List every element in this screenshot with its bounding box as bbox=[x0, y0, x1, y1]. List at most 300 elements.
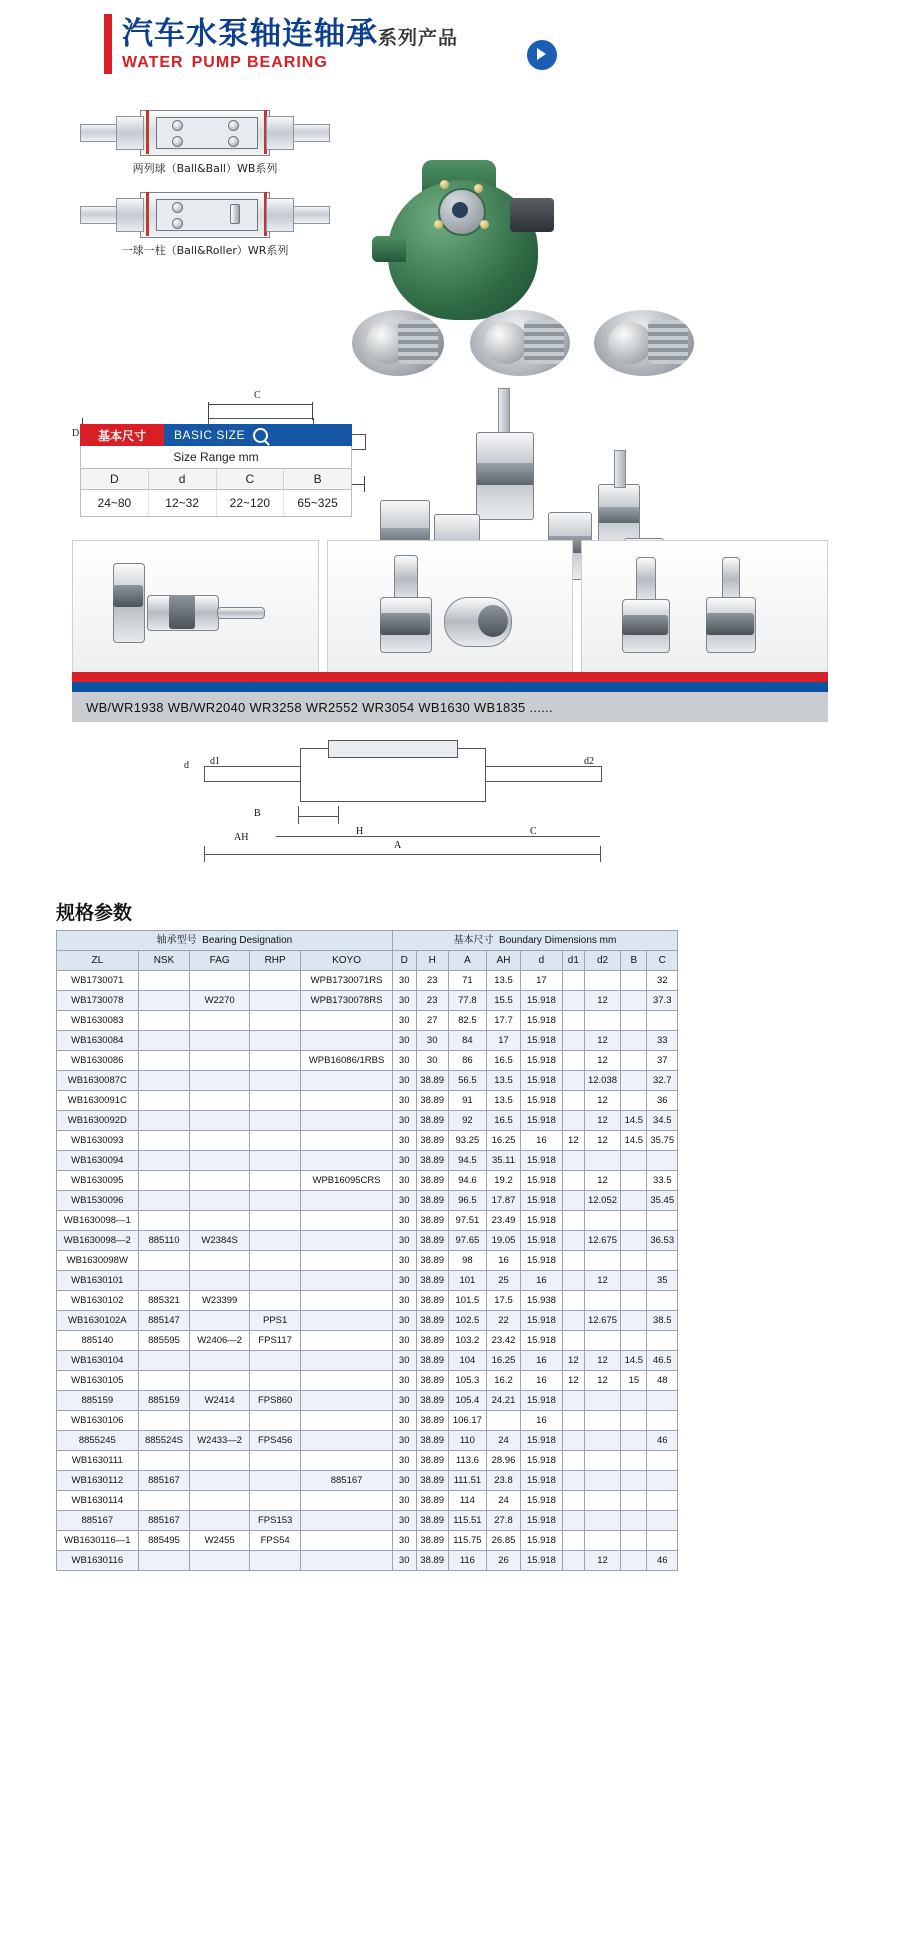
spec-cell-koyo bbox=[301, 1331, 392, 1351]
spec-cell-rhp bbox=[249, 971, 300, 991]
spec-cell-d1 bbox=[562, 1491, 584, 1511]
basic-val-d: 12~32 bbox=[149, 490, 217, 516]
spec-cell-d1: 12 bbox=[562, 1131, 584, 1151]
spec-cell-d: 15.918 bbox=[521, 991, 563, 1011]
spec-cell-d1 bbox=[562, 971, 584, 991]
spec-cell-c bbox=[647, 1531, 678, 1551]
spec-cell-a: 101.5 bbox=[448, 1291, 486, 1311]
spec-cell-h: 30 bbox=[416, 1031, 448, 1051]
spec-cell-d1 bbox=[562, 1331, 584, 1351]
spec-cell-rhp bbox=[249, 1031, 300, 1051]
spec-cell-fag bbox=[190, 1151, 250, 1171]
ball-ball-schematic bbox=[80, 104, 330, 160]
spec-cell-rhp bbox=[249, 1111, 300, 1131]
table-row bbox=[57, 1031, 678, 1051]
spec-cell-koyo bbox=[301, 1291, 392, 1311]
spec-cell-nsk bbox=[138, 1451, 190, 1471]
spec-cell-nsk bbox=[138, 1171, 190, 1191]
spec-cell-d1 bbox=[562, 1031, 584, 1051]
spec-cell-rhp bbox=[249, 1131, 300, 1151]
spec-cell-a: 104 bbox=[448, 1351, 486, 1371]
spec-cell-d2: 12 bbox=[584, 1031, 620, 1051]
spec-cell-ah: 13.5 bbox=[486, 1071, 520, 1091]
photo-panel-1 bbox=[72, 540, 319, 680]
spec-cell-a: 101 bbox=[448, 1271, 486, 1291]
spec-table-body bbox=[57, 971, 678, 1571]
table-row bbox=[57, 1111, 678, 1131]
spec-cell-d2: 12 bbox=[584, 1091, 620, 1111]
spec-cell-b bbox=[621, 1171, 647, 1191]
spec-cell-nsk: 885159 bbox=[138, 1391, 190, 1411]
spec-cell-fag bbox=[190, 1471, 250, 1491]
pump-thumbnail-1 bbox=[352, 310, 444, 376]
spec-cell-d: 16 bbox=[521, 1131, 563, 1151]
spec-cell-h: 38.89 bbox=[416, 1271, 448, 1291]
spec-cell-zl: WB1630093 bbox=[57, 1131, 139, 1151]
spec-cell-d: 15.918 bbox=[521, 1231, 563, 1251]
spec-cell-h: 38.89 bbox=[416, 1411, 448, 1431]
spec-cell-d2 bbox=[584, 1451, 620, 1471]
spec-cell-a: 102.5 bbox=[448, 1311, 486, 1331]
spec-cell-ah: 35.11 bbox=[486, 1151, 520, 1171]
spec-cell-zl: WB1630105 bbox=[57, 1371, 139, 1391]
spec-cell-ah: 19.05 bbox=[486, 1231, 520, 1251]
spec-cell-koyo: WPB1730078RS bbox=[301, 991, 392, 1011]
spec-cell-nsk bbox=[138, 991, 190, 1011]
spec-cell-d1 bbox=[562, 991, 584, 1011]
spec-cell-nsk bbox=[138, 1371, 190, 1391]
title-chinese: 汽车水泵轴连轴承 bbox=[122, 16, 378, 52]
spec-cell-koyo bbox=[301, 1371, 392, 1391]
spec-col-header-nsk: NSK bbox=[138, 951, 190, 971]
spec-cell-nsk bbox=[138, 1151, 190, 1171]
spec-cell-fag: W2433—2 bbox=[190, 1431, 250, 1451]
spec-cell-zl: WB1630116—1 bbox=[57, 1531, 139, 1551]
spec-cell-a: 111.51 bbox=[448, 1471, 486, 1491]
spec-cell-ah: 23.49 bbox=[486, 1211, 520, 1231]
spec-cell-h: 38.89 bbox=[416, 1291, 448, 1311]
dim-label-D: D bbox=[72, 428, 80, 439]
spec-cell-d2 bbox=[584, 1491, 620, 1511]
spec-cell-d2 bbox=[584, 1011, 620, 1031]
bigdim-label-C: C bbox=[530, 826, 537, 837]
spec-cell-zl: WB1630101 bbox=[57, 1271, 139, 1291]
spec-cell-b bbox=[621, 1271, 647, 1291]
spec-cell-b bbox=[621, 1471, 647, 1491]
table-row bbox=[57, 1151, 678, 1171]
spec-cell-b: 15 bbox=[621, 1371, 647, 1391]
spec-cell-fag bbox=[190, 1091, 250, 1111]
table-row bbox=[57, 1071, 678, 1091]
spec-cell-b bbox=[621, 1411, 647, 1431]
spec-cell-fag bbox=[190, 1171, 250, 1191]
spec-cell-ah: 19.2 bbox=[486, 1171, 520, 1191]
spec-col-header-koyo: KOYO bbox=[301, 951, 392, 971]
spec-cell-koyo bbox=[301, 1091, 392, 1111]
spec-cell-rhp bbox=[249, 1191, 300, 1211]
spec-cell-d: 17 bbox=[521, 971, 563, 991]
spec-cell-ah: 13.5 bbox=[486, 1091, 520, 1111]
spec-cell-b bbox=[621, 1491, 647, 1511]
spec-cell-b bbox=[621, 1151, 647, 1171]
spec-cell-h: 38.89 bbox=[416, 1431, 448, 1451]
spec-cell-b: 14.5 bbox=[621, 1351, 647, 1371]
spec-cell-d1: 12 bbox=[562, 1351, 584, 1371]
spec-cell-zl: WB1630116 bbox=[57, 1551, 139, 1571]
spec-cell-nsk bbox=[138, 1091, 190, 1111]
spec-cell-ah: 24 bbox=[486, 1491, 520, 1511]
spec-cell-nsk: 885595 bbox=[138, 1331, 190, 1351]
basic-size-header-en-text: BASIC SIZE bbox=[174, 428, 246, 442]
spec-cell-koyo bbox=[301, 1191, 392, 1211]
spec-cell-ah: 16.5 bbox=[486, 1051, 520, 1071]
spec-group-dimensions-en: Boundary Dimensions mm bbox=[499, 935, 617, 946]
table-row bbox=[57, 1451, 678, 1471]
spec-cell-b bbox=[621, 1091, 647, 1111]
spec-cell-ah: 25 bbox=[486, 1271, 520, 1291]
spec-cell-d1 bbox=[562, 1111, 584, 1131]
spec-cell-zl: WB1630087C bbox=[57, 1071, 139, 1091]
spec-cell-b bbox=[621, 1531, 647, 1551]
pump-thumbnail-3 bbox=[594, 310, 694, 376]
spec-cell-d: 15.918 bbox=[521, 1091, 563, 1111]
spec-col-header-a: A bbox=[448, 951, 486, 971]
spec-cell-zl: WB1630092D bbox=[57, 1111, 139, 1131]
spec-cell-a: 105.3 bbox=[448, 1371, 486, 1391]
spec-group-designation-cn: 轴承型号 bbox=[156, 935, 197, 946]
spec-cell-fag: W23399 bbox=[190, 1291, 250, 1311]
spec-cell-a: 98 bbox=[448, 1251, 486, 1271]
spec-cell-koyo bbox=[301, 1311, 392, 1331]
spec-cell-d1 bbox=[562, 1531, 584, 1551]
spec-cell-h: 38.89 bbox=[416, 1371, 448, 1391]
basic-size-table bbox=[80, 424, 352, 517]
spec-cell-d1 bbox=[562, 1091, 584, 1111]
spec-cell-fag bbox=[190, 1371, 250, 1391]
spec-cell-rhp bbox=[249, 1491, 300, 1511]
spec-cell-d1 bbox=[562, 1211, 584, 1231]
spec-cell-nsk bbox=[138, 1071, 190, 1091]
spec-cell-a: 84 bbox=[448, 1031, 486, 1051]
spec-cell-d: 30 bbox=[392, 1491, 416, 1511]
spec-cell-rhp: FPS153 bbox=[249, 1511, 300, 1531]
table-row bbox=[57, 1231, 678, 1251]
basic-size-header-cn: 基本尺寸 bbox=[80, 424, 164, 446]
spec-cell-ah: 24.21 bbox=[486, 1391, 520, 1411]
spec-cell-a: 115.51 bbox=[448, 1511, 486, 1531]
spec-cell-fag bbox=[190, 1211, 250, 1231]
spec-cell-c: 46 bbox=[647, 1551, 678, 1571]
spec-cell-zl: WB1630098—1 bbox=[57, 1211, 139, 1231]
spec-cell-a: 110 bbox=[448, 1431, 486, 1451]
spec-cell-d: 30 bbox=[392, 1091, 416, 1111]
basic-val-D: 24~80 bbox=[81, 490, 149, 516]
spec-cell-c: 33.5 bbox=[647, 1171, 678, 1191]
spec-cell-ah: 16.25 bbox=[486, 1351, 520, 1371]
spec-cell-koyo bbox=[301, 1011, 392, 1031]
page-subtitle bbox=[122, 54, 328, 72]
spec-cell-rhp bbox=[249, 1151, 300, 1171]
spec-cell-rhp: FPS860 bbox=[249, 1391, 300, 1411]
spec-cell-d: 30 bbox=[392, 1071, 416, 1091]
caption-ball-ball: 两列球（Ball&Ball）WB系列 bbox=[132, 162, 278, 175]
spec-cell-d2: 12.675 bbox=[584, 1311, 620, 1331]
spec-cell-d: 15.918 bbox=[521, 1511, 563, 1531]
spec-cell-fag bbox=[190, 1111, 250, 1131]
spec-cell-c: 35.75 bbox=[647, 1131, 678, 1151]
bigdim-label-B: B bbox=[254, 808, 261, 819]
spec-cell-nsk bbox=[138, 1111, 190, 1131]
spec-cell-d: 30 bbox=[392, 1551, 416, 1571]
table-row bbox=[57, 1131, 678, 1151]
spec-cell-a: 105.4 bbox=[448, 1391, 486, 1411]
spec-cell-nsk: 885167 bbox=[138, 1511, 190, 1531]
spec-cell-koyo bbox=[301, 1071, 392, 1091]
arrow-right-icon bbox=[527, 40, 557, 70]
spec-cell-fag bbox=[190, 1051, 250, 1071]
spec-cell-nsk bbox=[138, 971, 190, 991]
bigdim-label-A: A bbox=[394, 840, 402, 851]
spec-cell-ah: 22 bbox=[486, 1311, 520, 1331]
spec-cell-d: 30 bbox=[392, 1231, 416, 1251]
spec-cell-koyo: 885167 bbox=[301, 1471, 392, 1491]
spec-cell-d: 30 bbox=[392, 1431, 416, 1451]
spec-cell-zl: 8855245 bbox=[57, 1431, 139, 1451]
spec-cell-d: 15.918 bbox=[521, 1031, 563, 1051]
spec-cell-rhp bbox=[249, 1231, 300, 1251]
spec-cell-b bbox=[621, 1051, 647, 1071]
spec-cell-d: 30 bbox=[392, 1131, 416, 1151]
spec-cell-c: 37 bbox=[647, 1051, 678, 1071]
table-row bbox=[57, 1511, 678, 1531]
basic-size-subtitle: Size Range mm bbox=[80, 446, 352, 469]
spec-cell-rhp bbox=[249, 991, 300, 1011]
spec-cell-d1 bbox=[562, 1051, 584, 1071]
spec-cell-d1 bbox=[562, 1471, 584, 1491]
spec-cell-d: 15.918 bbox=[521, 1431, 563, 1451]
spec-cell-d: 30 bbox=[392, 1251, 416, 1271]
spec-cell-d1 bbox=[562, 1431, 584, 1451]
spec-cell-a: 77.8 bbox=[448, 991, 486, 1011]
spec-cell-c bbox=[647, 1451, 678, 1471]
spec-cell-koyo bbox=[301, 1211, 392, 1231]
spec-cell-d: 30 bbox=[392, 1011, 416, 1031]
header-red-bar bbox=[104, 14, 112, 74]
spec-cell-d2: 12.052 bbox=[584, 1191, 620, 1211]
spec-cell-d: 15.918 bbox=[521, 1211, 563, 1231]
spec-cell-ah bbox=[486, 1411, 520, 1431]
spec-cell-d2: 12.038 bbox=[584, 1071, 620, 1091]
spec-cell-h: 23 bbox=[416, 991, 448, 1011]
table-row bbox=[57, 991, 678, 1011]
spec-cell-koyo bbox=[301, 1391, 392, 1411]
spec-cell-d: 30 bbox=[392, 1331, 416, 1351]
spec-cell-a: 113.6 bbox=[448, 1451, 486, 1471]
spec-cell-d: 16 bbox=[521, 1351, 563, 1371]
spec-cell-zl: WB1630098W bbox=[57, 1251, 139, 1271]
table-row bbox=[57, 1251, 678, 1271]
spec-cell-d1 bbox=[562, 1551, 584, 1571]
spec-cell-d1 bbox=[562, 1391, 584, 1411]
spec-cell-d: 30 bbox=[392, 1311, 416, 1331]
spec-cell-b bbox=[621, 1031, 647, 1051]
spec-cell-h: 38.89 bbox=[416, 1071, 448, 1091]
spec-cell-d1 bbox=[562, 1151, 584, 1171]
spec-cell-d1 bbox=[562, 1251, 584, 1271]
spec-cell-c bbox=[647, 1211, 678, 1231]
spec-cell-rhp bbox=[249, 1271, 300, 1291]
spec-cell-d1 bbox=[562, 1011, 584, 1031]
spec-cell-c: 38.5 bbox=[647, 1311, 678, 1331]
spec-cell-d: 30 bbox=[392, 1111, 416, 1131]
table-row bbox=[57, 1011, 678, 1031]
spec-cell-ah: 26 bbox=[486, 1551, 520, 1571]
spec-cell-rhp bbox=[249, 1291, 300, 1311]
spec-cell-fag bbox=[190, 1311, 250, 1331]
spec-table-wrap bbox=[56, 930, 678, 1571]
spec-cell-h: 38.89 bbox=[416, 1551, 448, 1571]
spec-cell-rhp: PPS1 bbox=[249, 1311, 300, 1331]
spec-cell-h: 38.89 bbox=[416, 1331, 448, 1351]
spec-cell-b bbox=[621, 971, 647, 991]
table-row bbox=[57, 1551, 678, 1571]
spec-cell-nsk: 885321 bbox=[138, 1291, 190, 1311]
spec-cell-fag bbox=[190, 1251, 250, 1271]
spec-cell-rhp: FPS54 bbox=[249, 1531, 300, 1551]
spec-cell-d: 16 bbox=[521, 1371, 563, 1391]
spec-cell-d: 30 bbox=[392, 971, 416, 991]
spec-cell-h: 38.89 bbox=[416, 1091, 448, 1111]
spec-cell-zl: WB1730071 bbox=[57, 971, 139, 991]
spec-cell-ah: 17 bbox=[486, 1031, 520, 1051]
spec-cell-d2 bbox=[584, 1511, 620, 1531]
spec-cell-b bbox=[621, 1431, 647, 1451]
table-row bbox=[57, 1291, 678, 1311]
spec-cell-d: 15.918 bbox=[521, 1491, 563, 1511]
spec-cell-rhp bbox=[249, 1251, 300, 1271]
spec-cell-b bbox=[621, 1011, 647, 1031]
spec-cell-nsk: 885110 bbox=[138, 1231, 190, 1251]
spec-cell-zl: WB1630091C bbox=[57, 1091, 139, 1111]
spec-cell-d: 30 bbox=[392, 1351, 416, 1371]
spec-cell-koyo: WPB16086/1RBS bbox=[301, 1051, 392, 1071]
spec-cell-ah: 17.5 bbox=[486, 1291, 520, 1311]
spec-cell-h: 38.89 bbox=[416, 1511, 448, 1531]
spec-cell-zl: WB1630095 bbox=[57, 1171, 139, 1191]
spec-cell-koyo bbox=[301, 1431, 392, 1451]
table-row bbox=[57, 1471, 678, 1491]
spec-cell-ah: 16.5 bbox=[486, 1111, 520, 1131]
spec-cell-a: 86 bbox=[448, 1051, 486, 1071]
spec-cell-rhp bbox=[249, 1351, 300, 1371]
spec-cell-fag bbox=[190, 1511, 250, 1531]
spec-cell-rhp bbox=[249, 1451, 300, 1471]
ball-ball-drawing bbox=[80, 104, 330, 176]
ball-roller-schematic bbox=[80, 186, 330, 242]
spec-cell-zl: WB1630098—2 bbox=[57, 1231, 139, 1251]
spec-cell-h: 38.89 bbox=[416, 1191, 448, 1211]
spec-cell-c: 37.3 bbox=[647, 991, 678, 1011]
spec-cell-c bbox=[647, 1471, 678, 1491]
spec-cell-fag bbox=[190, 1071, 250, 1091]
spec-cell-nsk bbox=[138, 1491, 190, 1511]
spec-cell-d2 bbox=[584, 1411, 620, 1431]
spec-cell-d2: 12 bbox=[584, 1171, 620, 1191]
spec-cell-ah: 27.8 bbox=[486, 1511, 520, 1531]
spec-cell-koyo bbox=[301, 1511, 392, 1531]
spec-cell-zl: WB1630094 bbox=[57, 1151, 139, 1171]
spec-cell-d: 30 bbox=[392, 1211, 416, 1231]
bigdim-label-d1: d1 bbox=[210, 756, 220, 767]
spec-cell-d1 bbox=[562, 1231, 584, 1251]
table-row bbox=[57, 1531, 678, 1551]
dimension-drawing-large bbox=[180, 740, 610, 870]
spec-col-header-d2: d2 bbox=[584, 951, 620, 971]
spec-cell-nsk bbox=[138, 1551, 190, 1571]
spec-cell-d2: 12 bbox=[584, 991, 620, 1011]
spec-cell-c bbox=[647, 1411, 678, 1431]
basic-col-B: B bbox=[313, 472, 322, 486]
spec-cell-d1 bbox=[562, 1171, 584, 1191]
spec-col-header-d: D bbox=[392, 951, 416, 971]
spec-cell-h: 38.89 bbox=[416, 1351, 448, 1371]
table-row bbox=[57, 1271, 678, 1291]
spec-cell-d: 15.918 bbox=[521, 1251, 563, 1271]
spec-cell-d: 30 bbox=[392, 1531, 416, 1551]
spec-cell-rhp: FPS456 bbox=[249, 1431, 300, 1451]
spec-cell-koyo bbox=[301, 1531, 392, 1551]
spec-cell-d: 15.918 bbox=[521, 1011, 563, 1031]
spec-cell-nsk bbox=[138, 1031, 190, 1051]
basic-val-B: 65~325 bbox=[297, 496, 338, 510]
spec-cell-d1 bbox=[562, 1451, 584, 1471]
spec-cell-nsk bbox=[138, 1011, 190, 1031]
spec-cell-d: 30 bbox=[392, 1151, 416, 1171]
spec-cell-rhp bbox=[249, 1051, 300, 1071]
spec-cell-d2: 12 bbox=[584, 1271, 620, 1291]
spec-cell-d2: 12 bbox=[584, 1551, 620, 1571]
spec-cell-ah: 28.96 bbox=[486, 1451, 520, 1471]
spec-cell-b bbox=[621, 1331, 647, 1351]
spec-cell-koyo bbox=[301, 1131, 392, 1151]
spec-col-header-d1: d1 bbox=[562, 951, 584, 971]
spec-cell-b bbox=[621, 1551, 647, 1571]
spec-cell-ah: 23.8 bbox=[486, 1471, 520, 1491]
spec-cell-a: 114 bbox=[448, 1491, 486, 1511]
spec-cell-d: 30 bbox=[392, 1171, 416, 1191]
spec-cell-nsk bbox=[138, 1411, 190, 1431]
spec-cell-zl: WB1630114 bbox=[57, 1491, 139, 1511]
spec-group-designation-en: Bearing Designation bbox=[202, 935, 293, 946]
basic-size-values bbox=[80, 490, 352, 517]
spec-cell-nsk bbox=[138, 1191, 190, 1211]
spec-col-header-b: B bbox=[621, 951, 647, 971]
spec-cell-d: 15.918 bbox=[521, 1311, 563, 1331]
spec-cell-rhp bbox=[249, 1071, 300, 1091]
spec-cell-h: 38.89 bbox=[416, 1211, 448, 1231]
spec-cell-d: 30 bbox=[392, 1291, 416, 1311]
spec-cell-d2 bbox=[584, 1291, 620, 1311]
spec-cell-d: 30 bbox=[392, 1371, 416, 1391]
spec-col-header-ah: AH bbox=[486, 951, 520, 971]
magnifier-icon bbox=[253, 428, 268, 443]
spec-group-designation bbox=[57, 931, 393, 951]
table-row bbox=[57, 1491, 678, 1511]
table-row bbox=[57, 1171, 678, 1191]
spec-cell-rhp bbox=[249, 1011, 300, 1031]
spec-cell-koyo bbox=[301, 1231, 392, 1251]
spec-cell-c: 35.45 bbox=[647, 1191, 678, 1211]
